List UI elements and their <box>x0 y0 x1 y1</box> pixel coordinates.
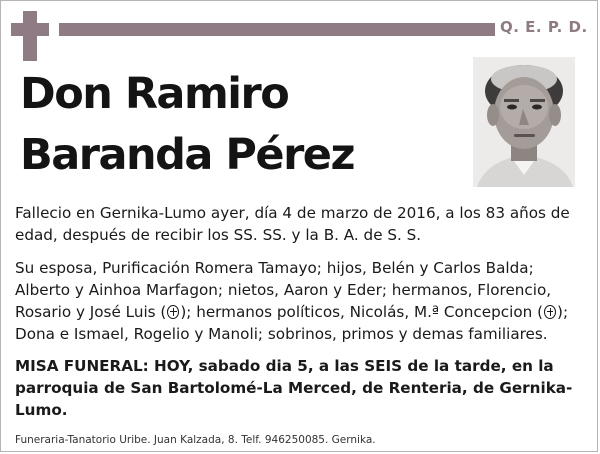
cross-icon <box>23 11 37 61</box>
name-line-2: Baranda Pérez <box>20 130 354 180</box>
deceased-name <box>20 64 354 186</box>
portrait-photo <box>473 57 575 187</box>
qepd-label: Q. E. P. D. <box>500 18 588 36</box>
family-text-a: Su esposa, Purificación Romera Tamayo; hijos, Belén y Carlos Balda; Alberto y Ainhoa Marfagon; nietos, Aaron y Eder; hermanos, Florencio, Rosario y José Luis ( <box>15 259 552 321</box>
family-text-c: ); Dona e Ismael, Rogelio y Manoli; sobrinos, primos y demas familiares. <box>15 303 569 343</box>
notice-death-paragraph: Fallecio en Gernika-Lumo ayer, día 4 de marzo de 2016, a los 83 años de edad, después de recibir los SS. SS. y la B. A. de S. S. <box>15 204 570 244</box>
notice-funeral-paragraph: MISA FUNERAL: HOY, sabado dia 5, a las SEIS de la tarde, en la parroquia de San Bartolomé-La Merced, de Renteria, de Gernika-Lumo. <box>15 357 573 419</box>
name-line-1: Don Ramiro <box>20 69 289 119</box>
cross-icon-bar <box>11 23 49 36</box>
header-rule <box>59 23 495 36</box>
portrait-image <box>473 57 575 187</box>
family-text-b: ); hermanos políticos, Nicolás, M.ª Concepcion ( <box>180 303 544 321</box>
circled-cross-icon <box>167 305 179 319</box>
notice-family-paragraph <box>15 257 587 345</box>
circled-cross-icon <box>544 305 556 319</box>
funeral-home-footer: Funeraria-Tanatorio Uribe. Juan Kalzada, 8. Telf. 946250085. Gernika. <box>15 434 376 446</box>
